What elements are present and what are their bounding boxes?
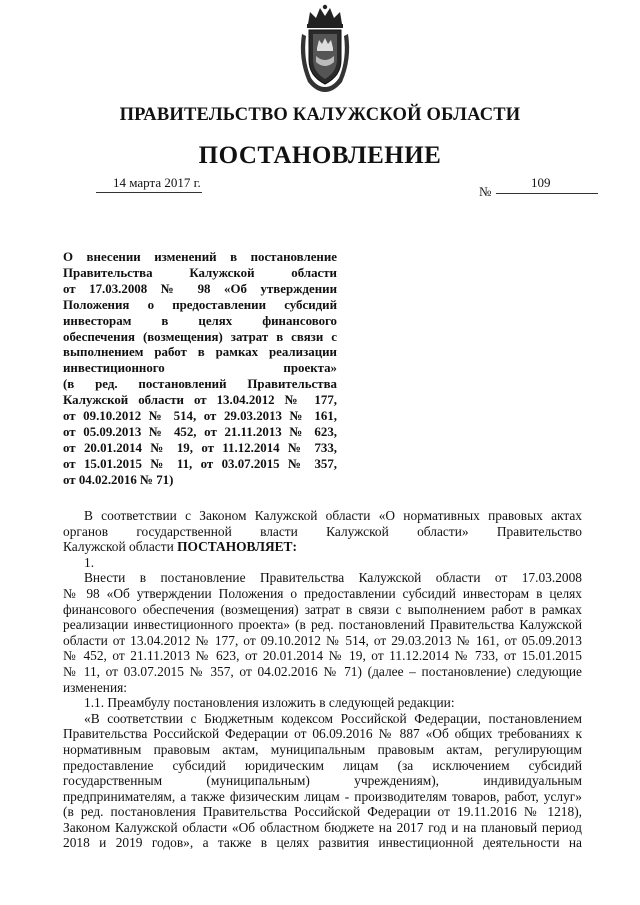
decree-date: 14 марта 2017 г. [113, 175, 201, 190]
subject-line: от 09.10.2012 № 514, от 29.03.2013 № 161, [63, 409, 337, 424]
subject-line: О внесении изменений в постановление [63, 250, 337, 264]
government-title: ПРАВИТЕЛЬСТВО КАЛУЖСКОЙ ОБЛАСТИ [119, 105, 521, 125]
item-1-line: № 98 «Об утверждении Положения о предоставлении субсидий инвесторам в целях [63, 585, 582, 601]
number-underline [496, 193, 598, 194]
quote-line: Законом Калужской области «Об областном бюджете на 2017 год и на плановый период [63, 819, 582, 835]
item-1-line: финансового обеспечения (возмещения) затрат в связи с выполнением работ в рамках [63, 601, 582, 617]
subject-line: Калужской области от 13.04.2012 № 177, [63, 393, 337, 408]
item-1-number: 1. [84, 554, 95, 570]
quote-line: «В соответствии с Бюджетным кодексом Российской Федерации, постановлением [84, 710, 582, 726]
resolves-keyword: ПОСТАНОВЛЯЕТ: [177, 539, 297, 555]
subject-line: инвестиционного проекта» [63, 361, 337, 376]
subject-line: Положения о предоставлении субсидий [63, 297, 337, 312]
number-sign: № [479, 184, 492, 199]
subject-line: обеспечения (возмещения) затрат в связи с [63, 329, 337, 344]
decree-number: 109 [531, 175, 551, 190]
subject-line: от 05.09.2013 № 452, от 21.11.2013 № 623, [63, 424, 337, 439]
item-1-line: № 11, от 03.07.2015 № 357, от 04.02.2016 № 71) (далее – постановление) следующие [63, 663, 582, 679]
quote-line: 2018 и 2019 годов», а также в целях развития инвестиционной деятельности на [63, 835, 582, 851]
document-type-title: ПОСТАНОВЛЕНИЕ [198, 142, 442, 169]
quote-line: (в ред. постановления Правительства Российской Федерации от 19.11.2016 № 1218), [63, 804, 582, 820]
subject-line: выполнением работ в рамках реализации [63, 345, 337, 360]
item-1-line: изменения: [63, 679, 128, 695]
coat-of-arms-emblem [296, 4, 354, 94]
item-1-1-line: 1.1. Преамбулу постановления изложить в следующей редакции: [84, 695, 455, 711]
quote-line: предоставление субсидий юридическим лицам (за исключением субсидий [63, 757, 582, 773]
preamble-line: органов государственной власти Калужской области» Правительство [63, 523, 582, 539]
preamble-line: В соответствии с Законом Калужской области «О нормативных правовых актах [84, 508, 582, 523]
quote-line: предпринимателям, а также физическим лицам - производителям товаров, работ, услуг» [63, 788, 582, 804]
subject-line: от 15.01.2015 № 11, от 03.07.2015 № 357, [63, 456, 337, 471]
preamble-line [63, 539, 582, 555]
preamble-text: Калужской области [63, 539, 178, 555]
quote-line: нормативным правовым актам, муниципальным правовым актам, регулирующим [63, 741, 582, 757]
item-1-line [63, 555, 582, 586]
quote-line: Правительства Российской Федерации от 06.09.2016 № 887 «Об общих требованиях к [63, 726, 582, 742]
quote-line: государственным (муниципальным) учреждениям), индивидуальным [63, 773, 582, 789]
item-1-line: реализации инвестиционного проекта» (в ред. постановлений Правительства Калужской [63, 617, 582, 633]
subject-line: от 04.02.2016 № 71) [63, 472, 174, 487]
decree-body [63, 508, 582, 851]
date-underline [96, 192, 202, 193]
item-1-line: области от 13.04.2012 № 177, от 09.10.2012 № 514, от 29.03.2013 № 161, от 05.09.2013 [63, 632, 582, 648]
subject-line: от 20.01.2014 № 19, от 11.12.2014 № 733, [63, 440, 337, 455]
item-1-text: Внести в постановление Правительства Калужской области от 17.03.2008 [84, 570, 582, 586]
subject-line: (в ред. постановлений Правительства [63, 377, 337, 392]
item-1-line: № 452, от 21.11.2013 № 623, от 20.01.2014 № 19, от 11.12.2014 № 733, от 15.01.2015 [63, 648, 582, 664]
subject-line: Правительства Калужской области [63, 265, 337, 280]
decree-subject [63, 250, 337, 489]
subject-line: от 17.03.2008 № 98 «Об утверждении [63, 281, 337, 296]
subject-line: инвесторам в целях финансового [63, 313, 337, 328]
